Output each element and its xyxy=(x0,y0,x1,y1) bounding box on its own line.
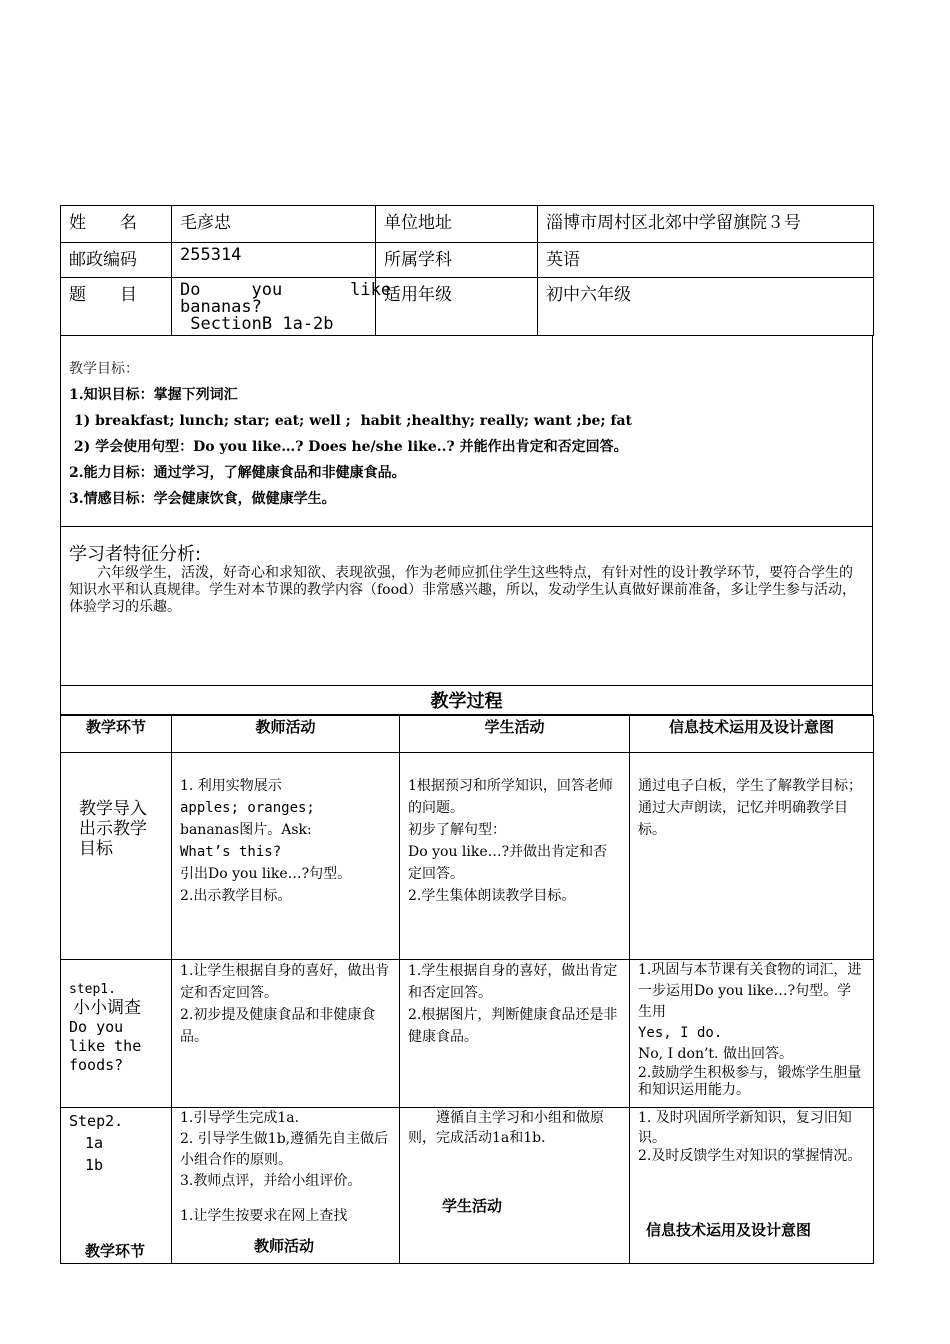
text-line: 2.出示教学目标。 xyxy=(180,888,292,904)
grade-label: 适用年级 xyxy=(376,278,538,336)
learner-heading: 学习者特征分析: xyxy=(69,544,202,565)
text-line: 通过电子白板，学生了解教学目标；通过大声朗读，记忆并明确教学目标。 xyxy=(638,778,862,838)
subject-label: 所属学科 xyxy=(376,243,538,278)
footer-stage-label: 教学环节 xyxy=(85,1242,146,1260)
student-activity-1 xyxy=(400,753,630,960)
footer-teacher-label: 教师活动 xyxy=(254,1237,315,1255)
text-line: 2.根据图片，判断健康食品还是非健康食品。 xyxy=(408,1007,618,1045)
text-line: Yes, I do. xyxy=(638,1025,723,1041)
step-name: 小小调查 xyxy=(73,998,141,1018)
goals-heading: 教学目标： xyxy=(69,361,139,377)
goal-item: 3.情感目标：学会健康饮食，做健康学生。 xyxy=(69,491,336,507)
text-line: What’s this? xyxy=(180,844,282,860)
text-line: 遵循自主学习和小组和做原则，完成活动1a和1b. xyxy=(408,1110,604,1146)
text-line: 1.让学生按要求在网上查找 xyxy=(180,1208,348,1224)
goal-item: 1.知识目标：掌握下列词汇 xyxy=(69,387,238,403)
title-line-1: Do you like xyxy=(180,280,392,300)
text-line: 2.学生集体朗读教学目标。 xyxy=(408,888,576,904)
goals-table xyxy=(60,336,873,715)
unit-label: 单位地址 xyxy=(376,206,538,243)
title-line-2: bananas? xyxy=(180,297,262,317)
step-label: Step2. xyxy=(69,1112,124,1130)
postal-label: 邮政编码 xyxy=(61,243,172,278)
tech-intent-1 xyxy=(630,753,874,960)
stage-step2 xyxy=(61,1108,172,1264)
footer-tech-label: 信息技术运用及设计意图 xyxy=(646,1221,812,1239)
header-teacher: 教师活动 xyxy=(172,716,400,753)
student-activity-2 xyxy=(400,960,630,1108)
text-line: 1.巩固与本节课有关食物的词汇，进一步运用Do you like…?句型。学生用 xyxy=(638,962,862,1020)
learner-text: 六年级学生，活泼，好奇心和求知欲、表现欲强，作为老师应抓住学生这些特点，有针对性的设计教学环节，要符合学生的知识水平和认真规律。学生对本节课的教学内容（food）非常感兴趣，所以，发动学生认真做好课前准备，多让学生参与活动，体验学习的乐趣。 xyxy=(69,565,856,615)
header-stage: 教学环节 xyxy=(61,716,172,753)
unit-value: 淄博市周村区北郊中学留旗院３号 xyxy=(538,206,874,243)
teacher-activity-2 xyxy=(172,960,400,1108)
teacher-activity-1 xyxy=(172,753,400,960)
grade-value: 初中六年级 xyxy=(538,278,874,336)
learner-analysis xyxy=(61,527,873,686)
footer-student-label: 学生活动 xyxy=(442,1197,503,1215)
text-line: 2.初步提及健康食品和非健康食品。 xyxy=(180,1007,376,1045)
text-line: No, I don’t. 做出回答。 xyxy=(638,1046,793,1062)
text-line: 初步了解句型： xyxy=(408,822,506,838)
teacher-activity-3 xyxy=(172,1108,400,1264)
title-line-3: SectionB 1a-2b xyxy=(180,314,334,334)
lesson-plan-page xyxy=(60,205,873,1264)
goal-item: 1) breakfast; lunch; star; eat; well ; habit ;healthy; really; want ;be; fat xyxy=(69,413,633,429)
header-student: 学生活动 xyxy=(400,716,630,753)
info-table xyxy=(60,205,874,336)
text-line: 2. 引导学生做1b,遵循先自主做后小组合作的原则。 xyxy=(180,1131,389,1168)
title-label: 题 目 xyxy=(61,278,172,336)
teaching-goals xyxy=(61,336,873,527)
stage-step1 xyxy=(61,960,172,1108)
text-line: apples; oranges; xyxy=(180,800,315,816)
text-line: 3.教师点评，并给小组评价。 xyxy=(180,1173,362,1189)
title-value xyxy=(172,278,392,336)
text-line: 2.及时反馈学生对知识的掌握情况。 xyxy=(638,1148,862,1164)
name-label: 姓 名 xyxy=(61,206,172,243)
stage-intro: 教学导入出示教学目标 xyxy=(61,753,172,960)
goal-item: 2.能力目标：通过学习，了解健康食品和非健康食品。 xyxy=(69,465,406,481)
step-sub: 1b xyxy=(85,1156,104,1174)
text-line: 引出Do you like…?句型。 xyxy=(180,866,352,882)
text-line: Do you like…?并做出肯定和否定回答。 xyxy=(408,844,608,882)
text-line: 1根据预习和所学知识，回答老师的问题。 xyxy=(408,778,613,816)
goal-item: 2) 学会使用句型：Do you like…? Does he/she like..? 并能作出肯定和否定回答。 xyxy=(69,439,628,455)
tech-intent-2 xyxy=(630,960,874,1108)
student-activity-3 xyxy=(400,1108,630,1264)
text-line: 1. 利用实物展示 xyxy=(180,778,282,794)
header-tech: 信息技术运用及设计意图 xyxy=(630,716,874,753)
process-title: 教学过程 xyxy=(61,686,873,715)
subject-value: 英语 xyxy=(538,243,874,278)
tech-intent-3 xyxy=(630,1108,874,1264)
text-line: 1.引导学生完成1a. xyxy=(180,1110,300,1126)
name-value: 毛彦忠 xyxy=(172,206,376,243)
text-line: bananas图片。Ask: xyxy=(180,822,312,838)
step-label: step1. xyxy=(69,982,116,997)
postal-value: 255314 xyxy=(172,243,376,278)
text-line: 2.鼓励学生积极参与，锻炼学生胆量和知识运用能力。 xyxy=(638,1065,862,1098)
step-question: Do you like the foods? xyxy=(69,1018,142,1074)
step-sub: 1a xyxy=(85,1134,104,1152)
text-line: 1.让学生根据自身的喜好，做出肯定和否定回答。 xyxy=(180,963,390,1001)
process-table xyxy=(60,715,874,1264)
text-line: 1. 及时巩固所学新知识，复习旧知识。 xyxy=(638,1110,852,1146)
text-line: 1.学生根据自身的喜好，做出肯定和否定回答。 xyxy=(408,963,618,1001)
